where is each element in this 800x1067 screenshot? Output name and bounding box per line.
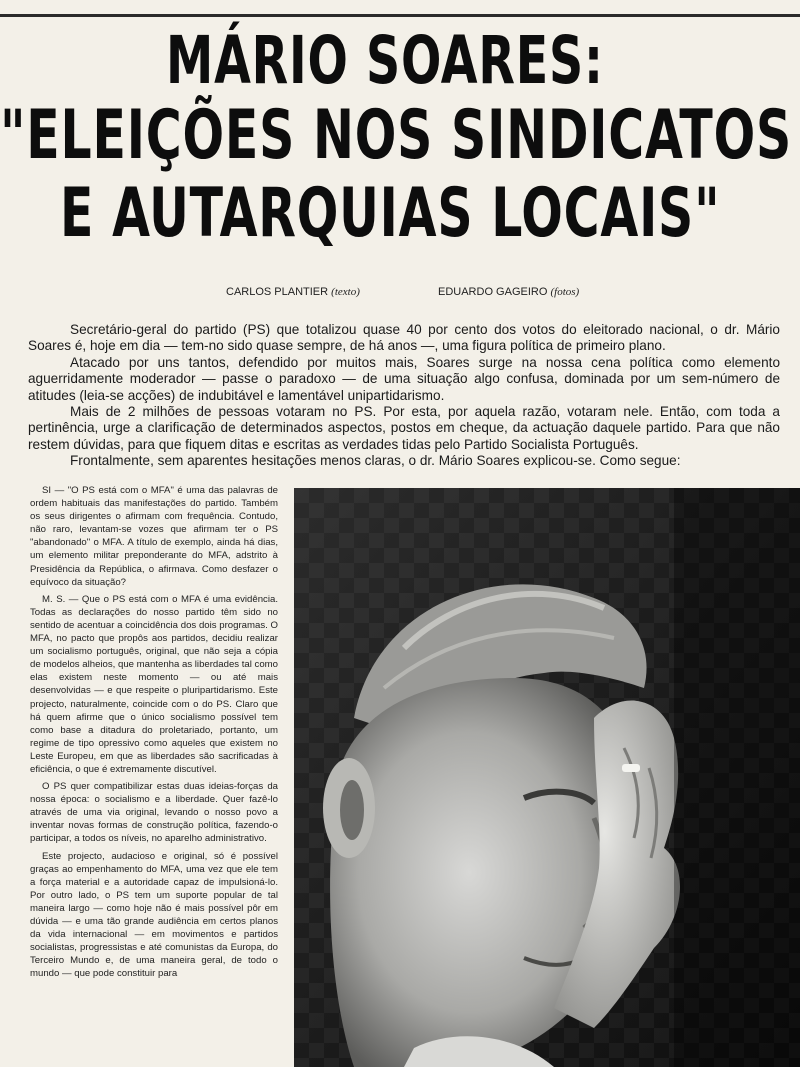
interview-question: SI — "O PS está com o MFA" é uma das palavras de ordem habituais das manifestações do partido. Também os seus dirigentes o afirmam com frequência. Contudo, não raro, levantam-se vozes que afirmam ter o PS "abandonado" o MFA. A título de exemplo, ainda há dias, um elemento militar preponderante do MFA, adstrito à Presidência da República, o afirmava. Como desfazer o equívoco da situação? — [30, 485, 278, 588]
interview-answer: M. S. — Que o PS está com o MFA é uma evidência. Todas as declarações do nosso partido têm sido no sentido de acentuar a coincidência dos dois programas. O MFA, no pacto que propôs aos partidos, decidiu realizar um socialismo português, original, que não seja a cópia de modelos alheios, que mantenha as liberdades tal como elas existem neste momento — ou até mais desenvolvidas — e que respeite o pluripartidarismo. Este projecto, naturalmente, coincide com o do PS. Claro que há quem afirme que o único socialismo possível tem como base a ditadura do proletariado, portanto, um regime de tipo opressivo como aqueles que existem no Leste Europeu, em que as liberdades são sacrificadas à eficiência, o que é extremamente discutível. — [30, 593, 278, 775]
writer-name: CARLOS PLANTIER — [226, 286, 329, 298]
photographer-name: EDUARDO GAGEIRO — [438, 286, 548, 298]
interview-answer: O PS quer compatibilizar estas duas ideias-forças da nossa época: o socialismo e a liberdade. Quer fazê-lo através de uma via original, levando o nosso povo a inventar novas formas de construção política, fazendo-o participar, a todos os níveis, no aparelho administrativo. — [30, 781, 278, 845]
headline-line-1: MÁRIO SOARES: — [166, 22, 604, 99]
portrait-photo — [294, 488, 800, 1067]
photographer-role: (fotos) — [550, 286, 580, 298]
lead-paragraph: Atacado por uns tantos, defendido por muitos mais, Soares surge na nossa cena política como elemento aguerridamente moderador — passe o paradoxo — de uma situação algo confusa, dominada por um sem-número de atitudes (leia-se acções) de indubitável e lamentável unipartidarismo. — [28, 354, 780, 403]
lead-paragraph: Frontalmente, sem aparentes hesitações menos claras, o dr. Mário Soares explicou-se. Como segue: — [70, 453, 681, 469]
lead-paragraphs — [28, 322, 780, 470]
lead-paragraph: Secretário-geral do partido (PS) que totalizou quase 40 por cento dos votos do eleitorado nacional, o dr. Mário Soares é, hoje em dia — tem-no sido quase sempre, de há anos —, uma figura política de primeiro plano. — [28, 322, 780, 354]
headline-line-2: "ELEIÇÕES NOS SINDICATOS — [0, 96, 793, 175]
headline-line-3: E AUTARQUIAS LOCAIS" — [60, 174, 721, 253]
photographer-credit — [438, 286, 579, 298]
writer-role: (texto) — [331, 286, 360, 298]
interview-column — [30, 484, 278, 984]
lead-paragraph: Mais de 2 milhões de pessoas votaram no PS. Por esta, por aquela razão, votaram nele. Então, com toda a pertinência, urge a clarificação de determinados aspectos, postos em cheque, da actuação daquele partido. Para que não restem dúvidas, para que fiquem ditas e escritas as verdades tidas pelo Partido Socialista Português. — [28, 404, 780, 452]
writer-credit — [226, 286, 360, 298]
top-rule — [0, 14, 800, 17]
interview-answer: Este projecto, audacioso e original, só é possível graças ao empenhamento do MFA, uma vez que ele tem a força material e a autoridade capaz de impulsioná-lo. Por outro lado, o PS tem um suporte popular de tal maneira largo — como hoje não é mais possível pôr em dúvida — e uma tão grande audiência em certos planos da vida internacional — em movimentos e partidos socialistas, progressistas e até comunistas da Europa, do Terceiro Mundo e, de uma maneira geral, de todo o mundo — que pode constituir para — [30, 850, 278, 980]
portrait-illustration — [294, 488, 800, 1067]
